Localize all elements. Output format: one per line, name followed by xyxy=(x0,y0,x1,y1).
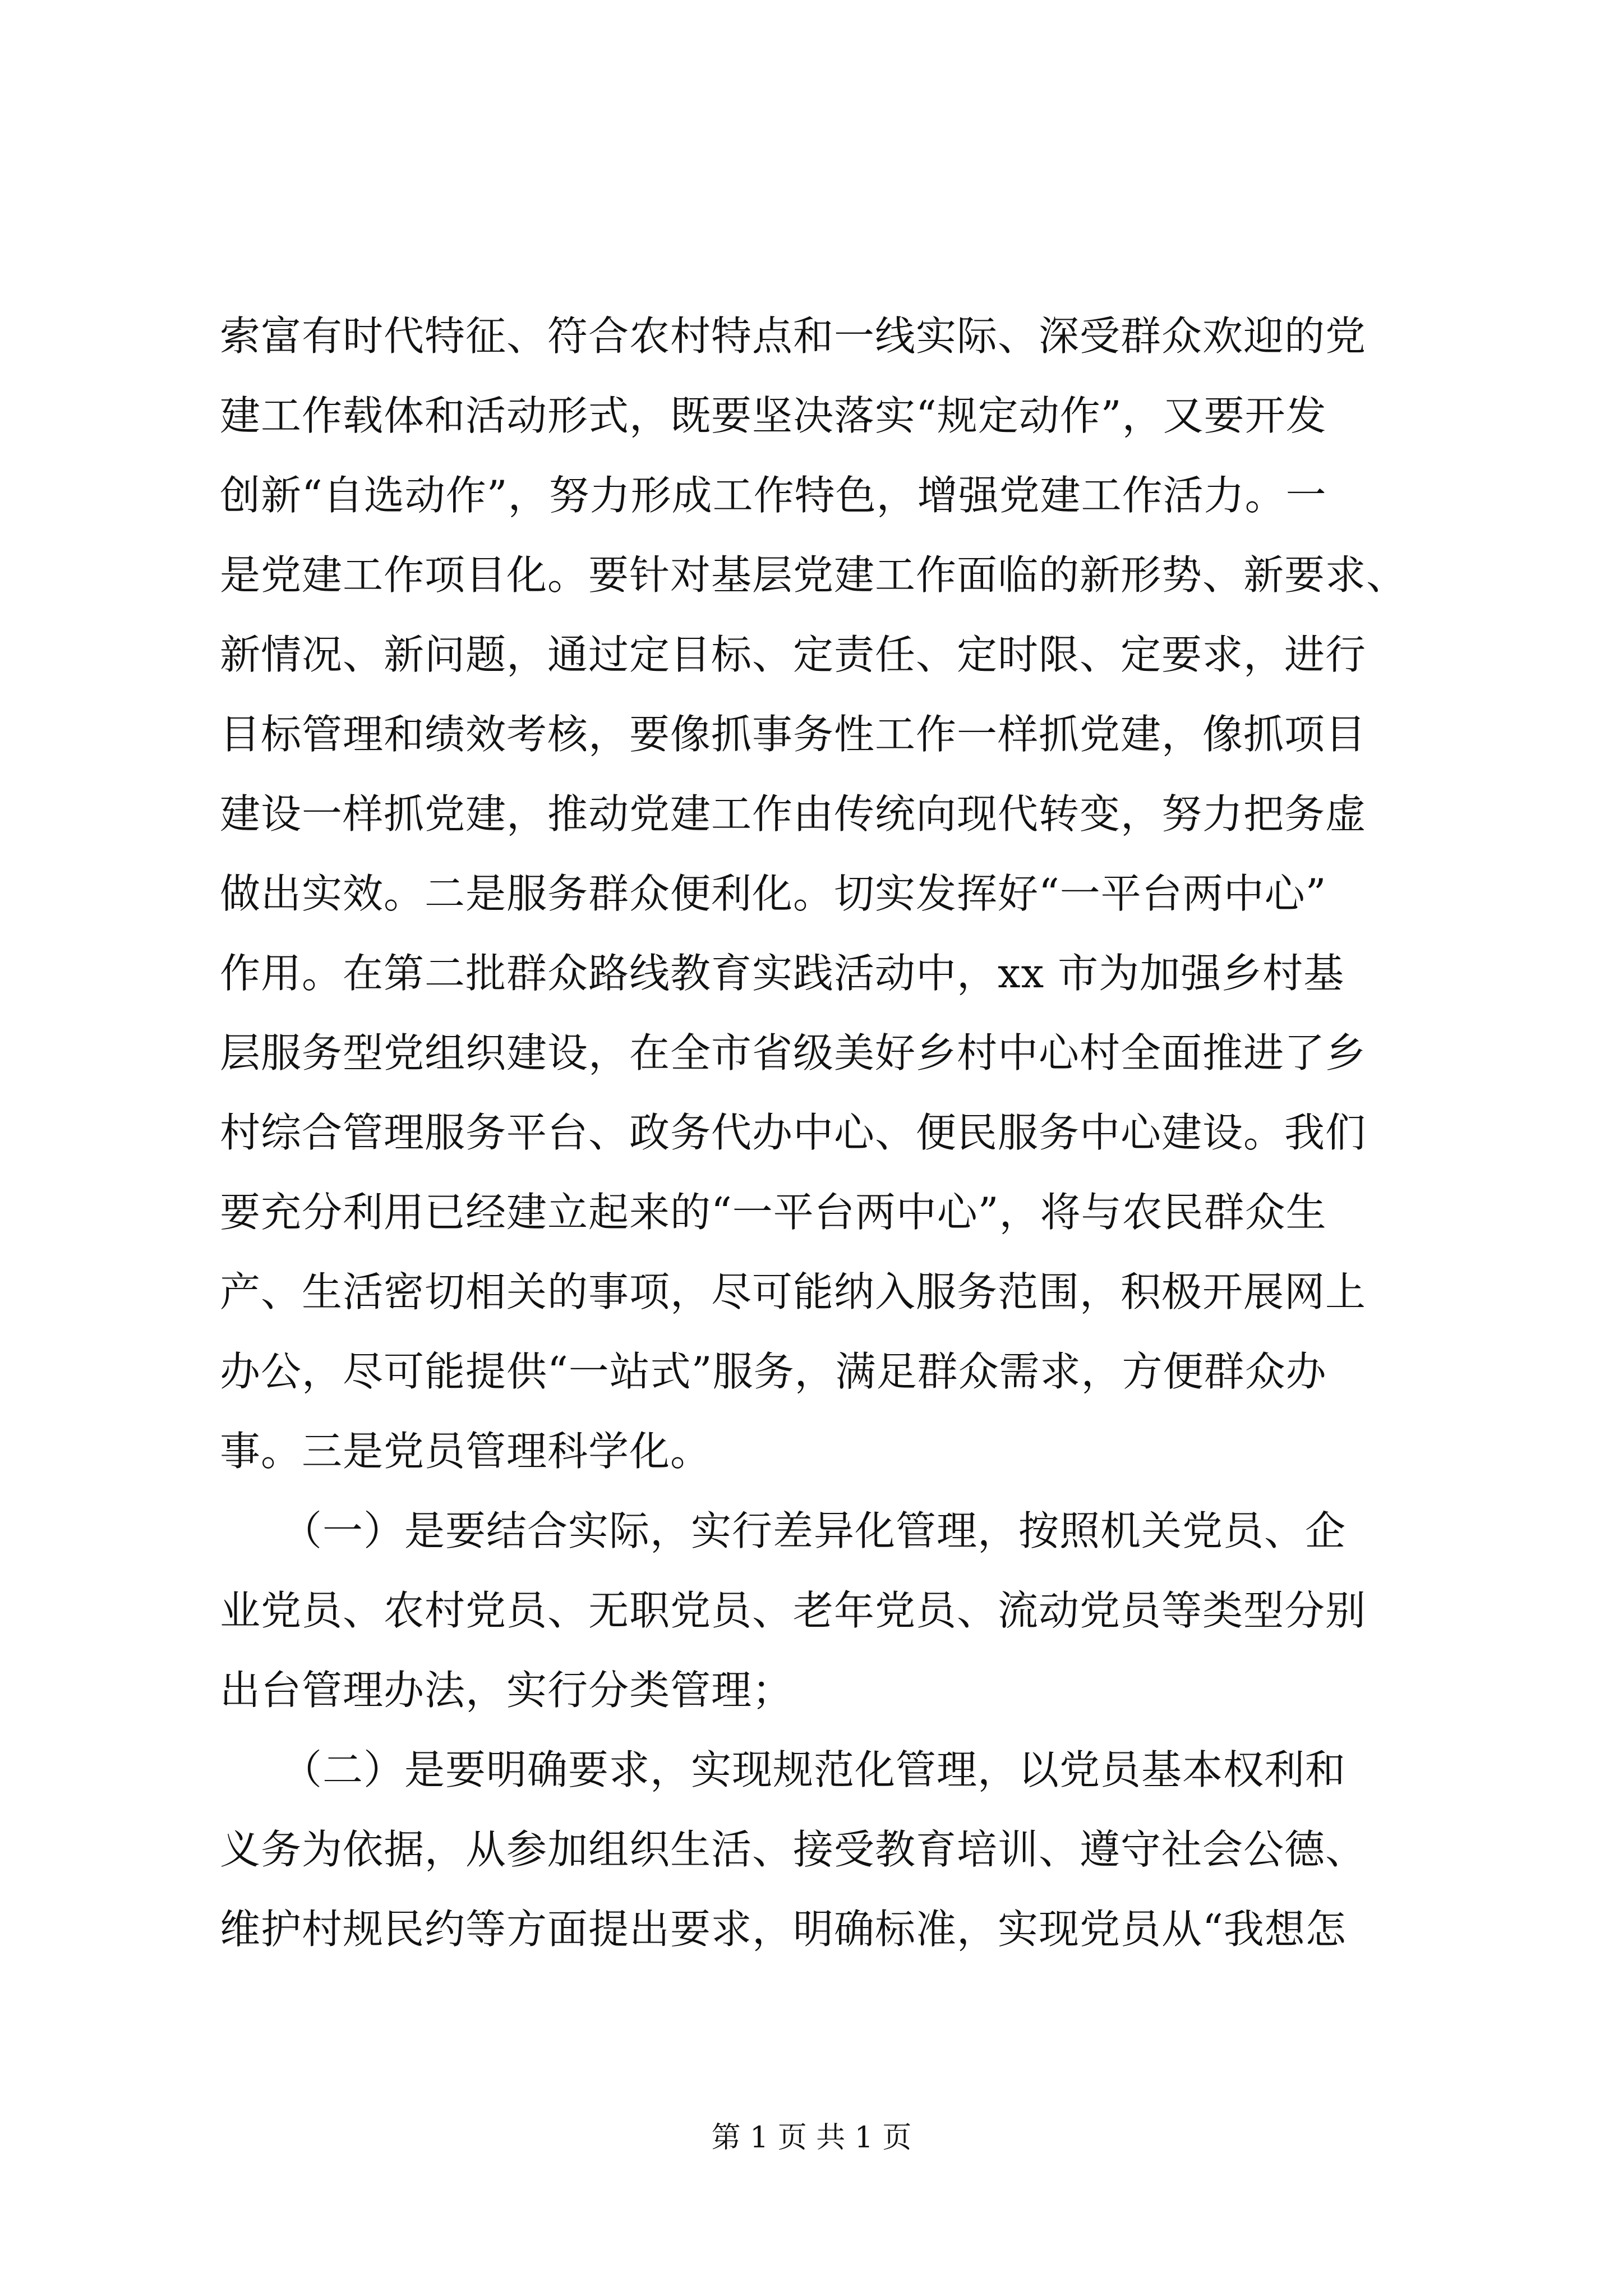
text-line: 建设一样抓党建，推动党建工作由传统向现代转变，努力把务虚 xyxy=(220,790,1367,838)
text-line: 维护村规民约等方面提出要求，明确标准，实现党员从“我想怎 xyxy=(220,1906,1347,1953)
text-line: 村综合管理服务平台、政务代办中心、便民服务中心建设。我们 xyxy=(220,1109,1367,1156)
text-line: 出台管理办法，实行分类管理； xyxy=(220,1667,794,1714)
paragraph-3 xyxy=(220,1730,1420,1969)
text-line: 事。三是党员管理科学化。 xyxy=(220,1428,712,1475)
text-line: 办公，尽可能提供“一站式”服务，满足群众需求，方便群众办 xyxy=(220,1348,1327,1395)
text-line: 做出实效。二是服务群众便利化。切实发挥好“一平台两中心” xyxy=(220,870,1327,917)
text-line: 层服务型党组织建设，在全市省级美好乡村中心村全面推进了乡 xyxy=(220,1029,1367,1076)
text-line: 目标管理和绩效考核，要像抓事务性工作一样抓党建，像抓项目 xyxy=(220,711,1367,758)
text-line: 义务为依据，从参加组织生活、接受教育培训、遵守社会公德、 xyxy=(220,1826,1367,1873)
text-line: 业党员、农村党员、无职党员、老年党员、流动党员等类型分别 xyxy=(220,1587,1367,1634)
text-line: 创新“自选动作”，努力形成工作特色，增强党建工作活力。一 xyxy=(220,472,1327,519)
text-line: 索富有时代特征、符合农村特点和一线实际、深受群众欢迎的党 xyxy=(220,312,1367,360)
paragraph-2 xyxy=(220,1491,1420,1730)
document-body xyxy=(220,296,1420,1969)
text-line: 作用。在第二批群众路线教育实践活动中，xx 市为加强乡村基 xyxy=(220,950,1345,997)
text-line: 新情况、新问题，通过定目标、定责任、定时限、定要求，进行 xyxy=(220,631,1367,678)
text-line: 建工作载体和活动形式，既要坚决落实“规定动作”，又要开发 xyxy=(220,392,1327,439)
page-number-footer: 第 1 页 共 1 页 xyxy=(711,2121,912,2155)
text-line: 要充分利用已经建立起来的“一平台两中心”，将与农民群众生 xyxy=(220,1189,1327,1236)
text-line: 产、生活密切相关的事项，尽可能纳入服务范围，积极开展网上 xyxy=(220,1268,1367,1315)
text-line: （二）是要明确要求，实现规范化管理，以党员基本权利和 xyxy=(220,1746,1347,1793)
text-line: （一）是要结合实际，实行差异化管理，按照机关党员、企 xyxy=(220,1507,1347,1554)
paragraph-1 xyxy=(220,296,1420,1491)
text-line: 是党建工作项目化。要针对基层党建工作面临的新形势、新要求、 xyxy=(220,551,1408,599)
